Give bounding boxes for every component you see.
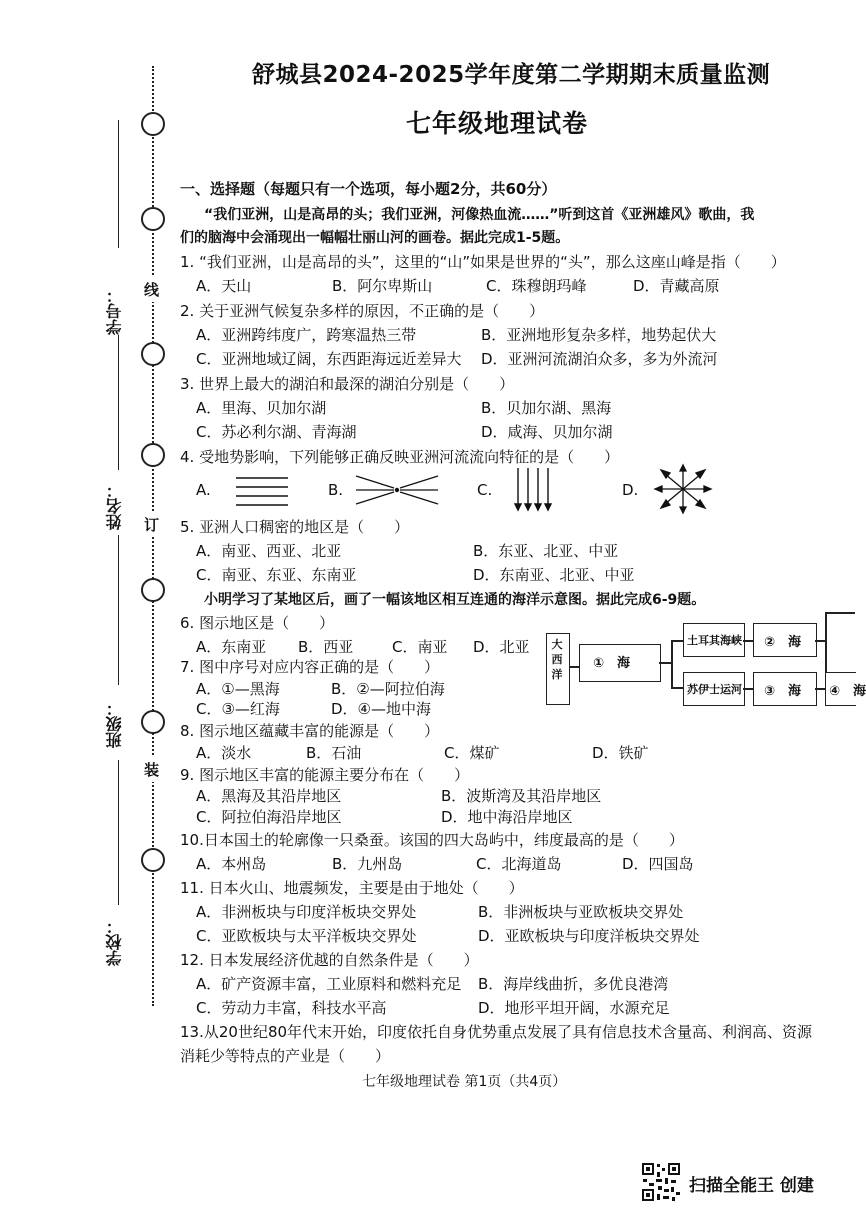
q7-option-d: D．④—地中海 xyxy=(331,700,431,718)
q12-option-c: C．劳动力丰富，科技水平高 xyxy=(196,999,387,1017)
question-7-stem: 7. 图中序号对应内容正确的是（ ） xyxy=(180,658,440,676)
qr-code-icon xyxy=(641,1162,681,1202)
question-4-stem: 4. 受地势影响，下列能够正确反映亚洲河流流向特征的是（ ） xyxy=(180,448,620,466)
name-label: 姓名： xyxy=(105,482,124,530)
exam-subtitle: 七年级地理试卷 xyxy=(406,109,589,138)
q8-option-a: A．淡水 xyxy=(196,744,252,762)
question-13-stem: 13.从20世纪80年代末开始，印度依托自身优势重点发展了具有信息技术含量高、利润高、资源 xyxy=(180,1023,813,1041)
binding-hole xyxy=(141,207,165,231)
binding-hole xyxy=(141,342,165,366)
scanner-watermark: 扫描全能王 创建 xyxy=(689,1176,814,1196)
atlantic-label: 大西洋 xyxy=(551,638,563,681)
question-1-stem: 1. “我们亚洲，山是高昂的头”，这里的“山”如果是世界的“头”，那么这座山峰是指（ ） xyxy=(180,253,786,271)
sea-3-label: ③ 海 xyxy=(764,684,802,699)
class-label: 班级： xyxy=(105,700,124,748)
sea-2-label: ② 海 xyxy=(764,635,802,650)
q10-option-b: B．九州岛 xyxy=(332,855,403,873)
field-underline xyxy=(118,120,119,248)
q9-option-d: D．地中海沿岸地区 xyxy=(441,808,573,826)
field-underline xyxy=(118,535,119,685)
q2-option-a: A．亚洲跨纬度广，跨寒温热三带 xyxy=(196,326,417,344)
question-2-stem: 2. 关于亚洲气候复杂多样的原因，不正确的是（ ） xyxy=(180,302,545,320)
binding-char-staple: 订 xyxy=(144,512,159,537)
question-3-stem: 3. 世界上最大的湖泊和最深的湖泊分别是（ ） xyxy=(180,375,515,393)
q9-option-c: C．阿拉伯海沿岸地区 xyxy=(196,808,342,826)
section-heading: 一、选择题（每题只有一个选项，每小题2分，共60分） xyxy=(180,180,557,198)
question-13-stem-cont: 消耗少等特点的产业是（ ） xyxy=(180,1047,391,1065)
school-label: 学校： xyxy=(105,918,124,966)
reading-intro-line-2: 们的脑海中会涌现出一幅幅壮丽山河的画卷。据此完成1-5题。 xyxy=(180,230,570,246)
q7-option-b: B．②—阿拉伯海 xyxy=(331,680,445,698)
turkish-straits-label: 土耳其海峡 xyxy=(687,634,742,647)
q7-option-a: A．①—黑海 xyxy=(196,680,280,698)
q6-option-c: C．南亚 xyxy=(392,638,448,656)
reading-intro-2: 小明学习了某地区后，画了一幅该地区相互连通的海洋示意图。据此完成6-9题。 xyxy=(204,592,706,608)
q4-option-a: A. xyxy=(196,481,211,499)
q8-option-b: B．石油 xyxy=(306,744,362,762)
q11-option-b: B．非洲板块与亚欧板块交界处 xyxy=(478,903,684,921)
q6-option-d: D．北亚 xyxy=(473,638,530,656)
q1-option-a: A．天山 xyxy=(196,277,252,295)
binding-hole xyxy=(141,112,165,136)
q11-option-c: C．亚欧板块与太平洋板块交界处 xyxy=(196,927,417,945)
question-11-stem: 11. 日本火山、地震频发，主要是由于地处（ ） xyxy=(180,879,524,897)
q3-option-c: C．苏必利尔湖、青海湖 xyxy=(196,423,357,441)
q5-option-b: B．东亚、北亚、中亚 xyxy=(473,542,619,560)
binding-hole xyxy=(141,710,165,734)
q9-option-b: B．波斯湾及其沿岸地区 xyxy=(441,787,602,805)
sea-4-label: ④ 海 xyxy=(829,684,866,699)
flow-radiating-arrows-icon xyxy=(652,464,714,514)
q11-option-d: D．亚欧板块与印度洋板块交界处 xyxy=(478,927,700,945)
field-underline xyxy=(118,760,119,905)
q11-option-a: A．非洲板块与印度洋板块交界处 xyxy=(196,903,417,921)
field-underline xyxy=(118,335,119,470)
q12-option-b: B．海岸线曲折，多优良港湾 xyxy=(478,975,669,993)
binding-char-bind: 装 xyxy=(144,757,159,782)
q10-option-d: D．四国岛 xyxy=(622,855,694,873)
q2-option-c: C．亚洲地域辽阔，东西距海远近差异大 xyxy=(196,350,462,368)
question-8-stem: 8. 图示地区蕴藏丰富的能源是（ ） xyxy=(180,722,440,740)
question-12-stem: 12. 日本发展经济优越的自然条件是（ ） xyxy=(180,951,479,969)
binding-char-line: 线 xyxy=(144,277,159,302)
reading-intro-line-1: “我们亚洲，山是高昂的头；我们亚洲，河像热血流……”听到这首《亚洲雄风》歌曲，我 xyxy=(204,207,755,223)
suez-canal-label: 苏伊士运河 xyxy=(687,683,742,696)
q10-option-a: A．本州岛 xyxy=(196,855,267,873)
q3-option-d: D．咸海、贝加尔湖 xyxy=(481,423,613,441)
q6-option-b: B．西亚 xyxy=(298,638,354,656)
question-10-stem: 10.日本国土的轮廓像一只桑蚕。该国的四大岛屿中，纬度最高的是（ ） xyxy=(180,831,684,849)
q5-option-c: C．南亚、东亚、东南亚 xyxy=(196,566,357,584)
q10-option-c: C．北海道岛 xyxy=(476,855,562,873)
q9-option-a: A．黑海及其沿岸地区 xyxy=(196,787,342,805)
student-id-label: 学号： xyxy=(105,287,124,335)
binding-hole xyxy=(141,443,165,467)
q1-option-b: B．阿尔卑斯山 xyxy=(332,277,433,295)
q1-option-c: C．珠穆朗玛峰 xyxy=(486,277,587,295)
q3-option-a: A．里海、贝加尔湖 xyxy=(196,399,327,417)
q5-option-d: D．东南亚、北亚、中亚 xyxy=(473,566,635,584)
sea-1-label: ① 海 xyxy=(593,656,631,671)
q12-option-d: D．地形平坦开阔，水源充足 xyxy=(478,999,670,1017)
flow-converging-arrows-icon xyxy=(354,468,440,512)
flow-parallel-arrows-icon xyxy=(232,470,292,510)
q2-option-d: D．亚洲河流湖泊众多，多为外流河 xyxy=(481,350,718,368)
q5-option-a: A．南亚、西亚、北亚 xyxy=(196,542,342,560)
q6-option-a: A．东南亚 xyxy=(196,638,267,656)
flow-downward-arrows-icon xyxy=(512,466,556,512)
q3-option-b: B．贝加尔湖、黑海 xyxy=(481,399,612,417)
q4-option-c: C. xyxy=(477,481,493,499)
binding-hole xyxy=(141,848,165,872)
question-6-stem: 6. 图示地区是（ ） xyxy=(180,614,335,632)
question-5-stem: 5. 亚洲人口稠密的地区是（ ） xyxy=(180,518,410,536)
q4-option-d: D. xyxy=(622,481,639,499)
q2-option-b: B．亚洲地形复杂多样，地势起伏大 xyxy=(481,326,717,344)
q4-option-b: B. xyxy=(328,481,344,499)
q8-option-c: C．煤矿 xyxy=(444,744,500,762)
q8-option-d: D．铁矿 xyxy=(592,744,649,762)
q12-option-a: A．矿产资源丰富，工业原料和燃料充足 xyxy=(196,975,462,993)
page-footer: 七年级地理试卷 第1页（共4页） xyxy=(362,1074,567,1090)
q1-option-d: D．青藏高原 xyxy=(633,277,720,295)
exam-title: 舒城县2024-2025学年度第二学期期末质量监测 xyxy=(252,62,771,88)
q7-option-c: C．③—红海 xyxy=(196,700,280,718)
question-9-stem: 9. 图示地区丰富的能源主要分布在（ ） xyxy=(180,766,470,784)
binding-hole xyxy=(141,578,165,602)
